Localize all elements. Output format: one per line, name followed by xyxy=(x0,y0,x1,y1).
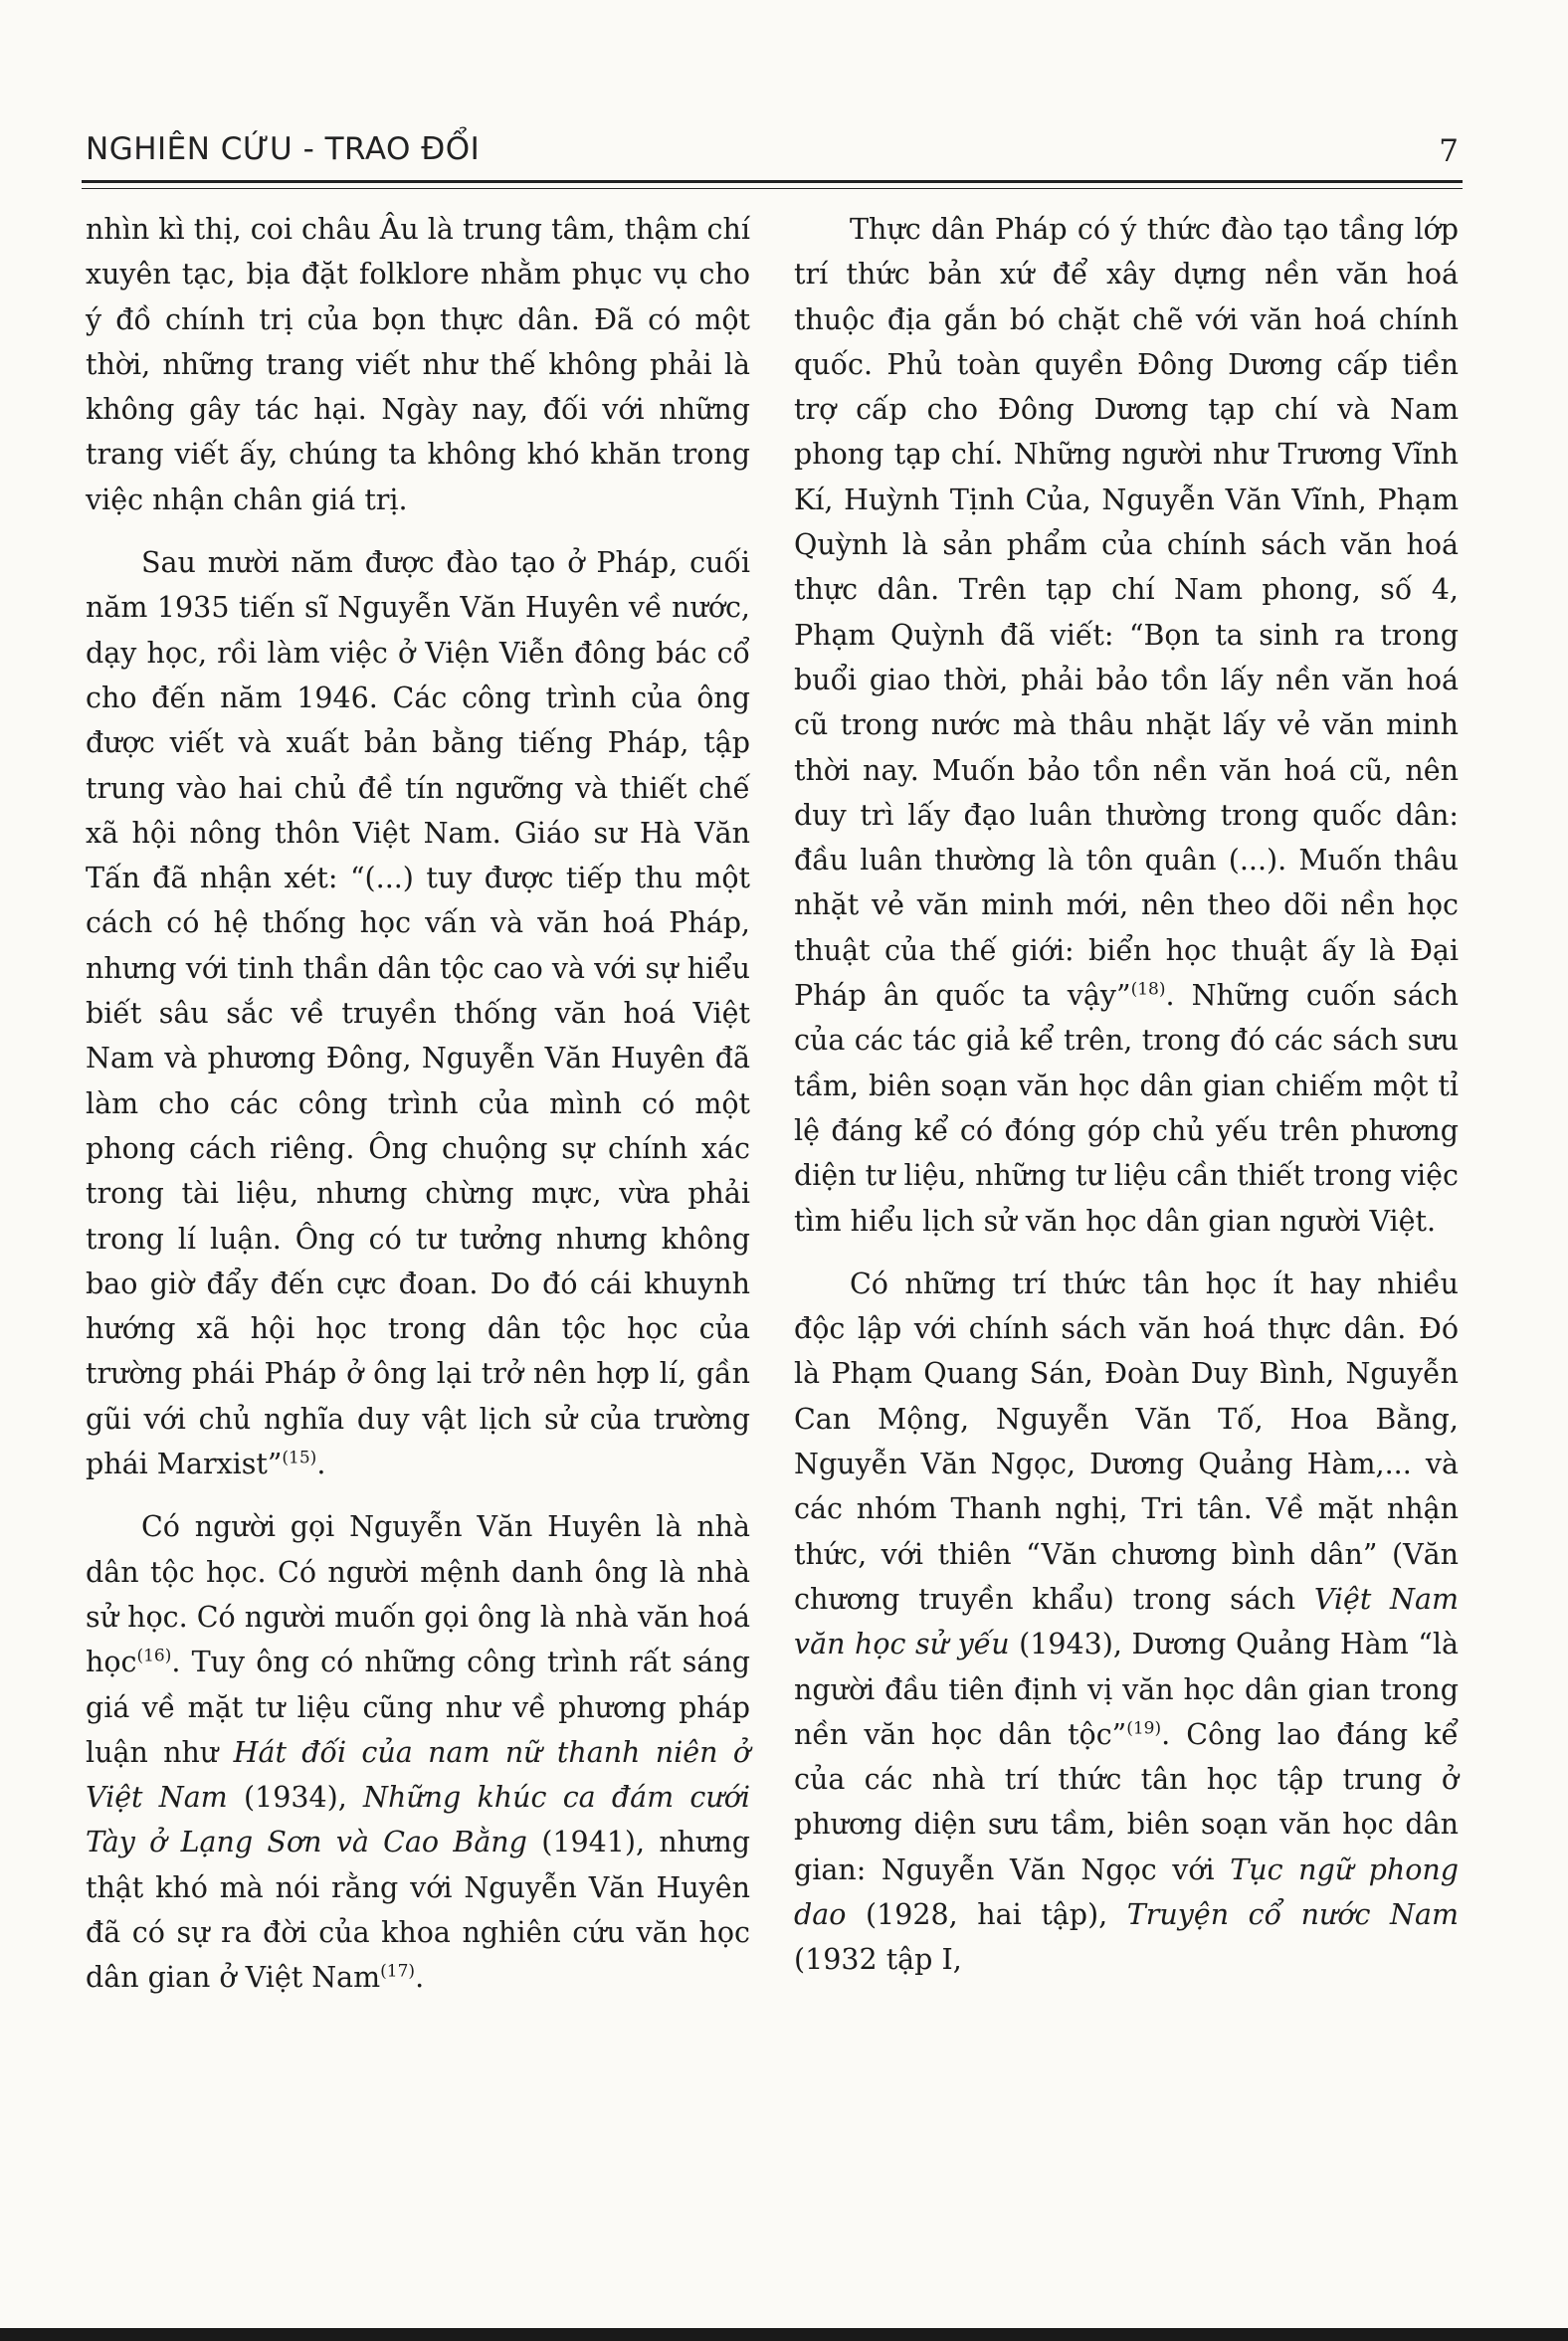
paragraph-text: Sau mười năm được đào tạo ở Pháp, cuối năm 1935 tiến sĩ Nguyễn Văn Huyên về nước, dạy học, rồi làm việc ở Viện Viễn đông bác cổ cho đến năm 1946. Các công trình của ông được viết và xuất bản bằng tiếng Pháp, tập trung vào hai chủ đề tín ngưỡng và thiết chế xã hội nông thôn Việt Nam. Giáo sư Hà Văn Tấn đã nhận xét: “(...) tuy được tiếp thu một cách có hệ thống học vấn và văn hoá Pháp, nhưng với tinh thần dân tộc cao và với sự hiểu biết sâu sắc về truyền thống văn hoá Việt Nam và phương Đông, Nguyễn Văn Huyên đã làm cho các công trình của mình có một phong cách riêng. Ông chuộng sự chính xác trong tài liệu, nhưng chừng mực, vừa phải trong lí luận. Ông có tư tưởng nhưng không bao giờ đẩy đến cực đoan. Do đó cái khuynh hướng xã hội học trong dân tộc học của trường phái Pháp ở ông lại trở nên hợp lí, gần gũi với chủ nghĩa duy vật lịch sử của trường phái Marxist” xyxy=(86,546,750,1481)
work-title: Truyện cổ nước Nam xyxy=(1126,1897,1459,1931)
header-rule-thin xyxy=(82,188,1463,189)
footnote-ref: (17) xyxy=(380,1961,416,1982)
header-rule-thick xyxy=(82,180,1463,183)
paragraph-text: (1928, hai tập), xyxy=(846,1897,1127,1931)
paragraph-text: (1943), Dương Quảng Hàm “là người đầu tiên định vị văn học dân gian trong nền văn học dân tộc” xyxy=(794,1628,1459,1751)
paragraph-text: . xyxy=(415,1961,425,1995)
paragraph-text: . Tuy ông có những công trình rất sáng giá về mặt tư liệu cũng như về phương pháp luận như xyxy=(86,1646,750,1769)
paragraph-text: (1934), xyxy=(227,1781,364,1815)
paragraph-text: Có những trí thức tân học ít hay nhiều độc lập với chính sách văn hoá thực dân. Đó là Phạm Quang Sán, Đoàn Duy Bình, Nguyễn Can Mộng, Nguyễn Văn Tố, Hoa Bằng, Nguyễn Văn Ngọc, Dương Quảng Hàm,... và các nhóm Thanh nghị, Tri tân. Về mặt nhận thức, với thiên “Văn chương bình dân” (Văn chương truyền khẩu) trong sách xyxy=(794,1267,1459,1616)
paragraph xyxy=(794,207,1459,1244)
paragraph-text: (1941), nhưng thật khó mà nói rằng với Nguyễn Văn Huyên đã có sự ra đời của khoa nghiên cứu văn học dân gian ở Việt Nam xyxy=(86,1826,750,1995)
running-title: NGHIÊN CỨU - TRAO ĐỔI xyxy=(86,131,481,167)
footnote-ref: (19) xyxy=(1126,1718,1162,1739)
page-header xyxy=(86,131,1459,177)
paragraph-text: Thực dân Pháp có ý thức đào tạo tầng lớp trí thức bản xứ để xây dựng nền văn hoá thuộc địa gắn bó chặt chẽ với văn hoá chính quốc. Phủ toàn quyền Đông Dương cấp tiền trợ cấp cho Đông Dương tạp chí và Nam phong tạp chí. Những người như Trương Vĩnh Kí, Huỳnh Tịnh Của, Nguyễn Văn Vĩnh, Phạm Quỳnh là sản phẩm của chính sách văn hoá thực dân. Trên tạp chí Nam phong, số 4, Phạm Quỳnh đã viết: “Bọn ta sinh ra trong buổi giao thời, phải bảo tồn lấy nền văn hoá cũ trong nước mà thâu nhặt lấy vẻ văn minh thời nay. Muốn bảo tồn nền văn hoá cũ, nên duy trì lấy đạo luân thường trong quốc dân: đầu luân thường là tôn quân (...). Muốn thâu nhặt vẻ văn minh mới, nên theo dõi nền học thuật của thế giới: biển học thuật ấy là Đại Pháp ân quốc ta vậy” xyxy=(794,213,1459,1013)
paragraph xyxy=(794,1262,1459,1983)
paragraph xyxy=(86,207,750,522)
paragraph-text: . xyxy=(316,1448,326,1481)
right-column xyxy=(794,207,1459,1983)
work-title: Những khúc ca đám cưới Tày ở Lạng Sơn và Cao Bằng xyxy=(86,1781,750,1859)
paragraph-text: . Những cuốn sách của các tác giả kể trên, trong đó các sách sưu tầm, biên soạn văn học dân gian chiếm một tỉ lệ đáng kể có đóng góp chủ yếu trên phương diện tư liệu, những tư liệu cần thiết trong việc tìm hiểu lịch sử văn học dân gian người Việt. xyxy=(794,979,1459,1238)
paragraph-text: nhìn kì thị, coi châu Âu là trung tâm, thậm chí xuyên tạc, bịa đặt folklore nhằm phục vụ cho ý đồ chính trị của bọn thực dân. Đã có một thời, những trang viết như thế không phải là không gây tác hại. Ngày nay, đối với những trang viết ấy, chúng ta không khó khăn trong việc nhận chân giá trị. xyxy=(86,213,750,516)
work-title: Việt Nam văn học sử yếu xyxy=(794,1582,1460,1661)
footnote-ref: (18) xyxy=(1130,979,1166,1000)
paragraph xyxy=(86,1504,750,2000)
work-title: Hát đối của nam nữ thanh niên ở Việt Nam xyxy=(86,1735,750,1815)
footnote-ref: (15) xyxy=(282,1448,317,1468)
paragraph-text: . Công lao đáng kể của các nhà trí thức tân học tập trung ở phương diện sưu tầm, biên soạn văn học dân gian: Nguyễn Văn Ngọc với xyxy=(794,1717,1459,1886)
work-title: Tục ngữ phong dao xyxy=(794,1853,1459,1931)
scan-bottom-edge xyxy=(0,2328,1568,2341)
paragraph-text: Có người gọi Nguyễn Văn Huyên là nhà dân tộc học. Có người mệnh danh ông là nhà sử học. Có người muốn gọi ông là nhà văn hoá học xyxy=(86,1510,750,1679)
page-number: 7 xyxy=(1439,133,1459,169)
footnote-ref: (16) xyxy=(136,1646,172,1666)
paragraph xyxy=(86,540,750,1486)
left-column xyxy=(86,207,750,2001)
paragraph-text: (1932 tập I, xyxy=(794,1943,962,1977)
